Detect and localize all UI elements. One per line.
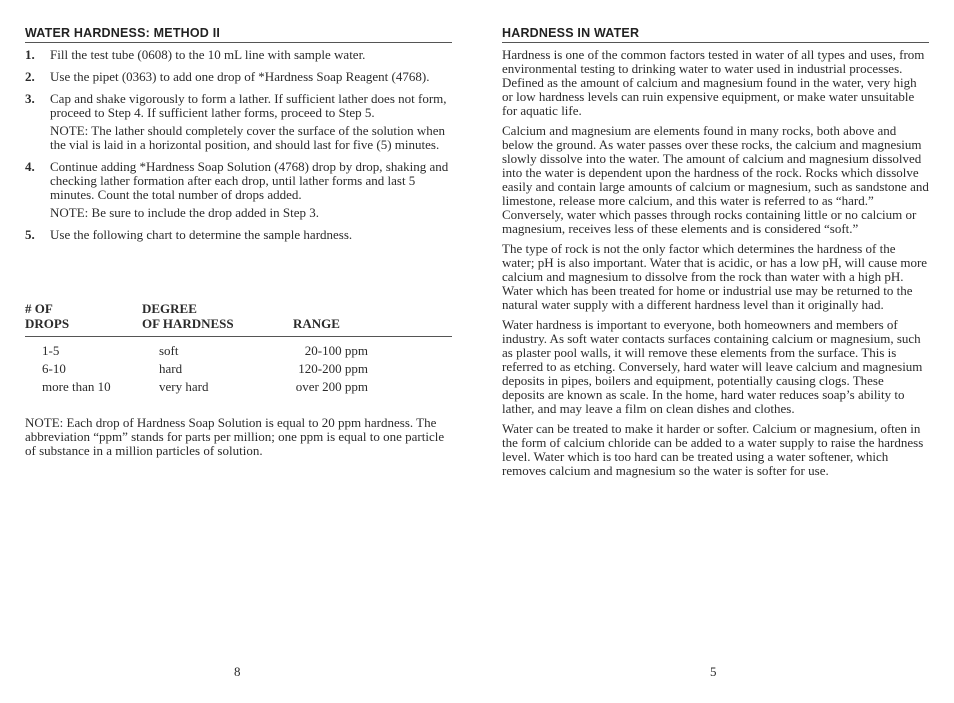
article-body (502, 48, 929, 484)
paragraph-1: Hardness is one of the common factors tested in water of all types and uses, from environmental testing to drinking water to water used in industrial processes. Defined as the amount of calcium and magnesium found in the water, very high or low hardness levels can ruin expensive equipment, or make water unsuitable for aquatic life. (502, 47, 925, 118)
step-text: Use the pipet (0363) to add one drop of *Hardness Soap Reagent (4768). (50, 69, 430, 84)
cell-range: 20-100 ppm (304, 343, 368, 358)
left-page (25, 0, 452, 703)
right-heading: HARDNESS IN WATER (502, 26, 929, 43)
cell-degree: soft (159, 343, 179, 358)
step-1 (25, 48, 452, 62)
step-2 (25, 70, 452, 84)
page-number-right: 5 (710, 664, 717, 679)
table-row (25, 380, 452, 396)
header-drops-line1: # OF (25, 301, 53, 316)
cell-drops: more than 10 (42, 379, 111, 394)
step-3 (25, 92, 452, 152)
header-range: RANGE (293, 316, 340, 331)
table-row (25, 362, 452, 378)
header-degree-line2: OF HARDNESS (142, 316, 234, 331)
cell-range: 120-200 ppm (298, 361, 368, 376)
table-header (25, 302, 452, 337)
step-number: 1. (25, 47, 35, 62)
right-page (502, 0, 929, 703)
step-number: 2. (25, 69, 35, 84)
left-heading: WATER HARDNESS: METHOD II (25, 26, 452, 43)
step-4 (25, 160, 452, 220)
ppm-note: NOTE: Each drop of Hardness Soap Solution is equal to 20 ppm hardness. The abbreviation “ppm” stands for parts per million; one ppm is equal to one particle of substance in a million particles of solution. (25, 415, 445, 458)
cell-drops: 1-5 (42, 343, 60, 358)
paragraph-3: The type of rock is not the only factor which determines the hardness of the water; pH is also important. Water that is acidic, or has a low pH, will cause more calcium and magnesium to dissolve from the rock than water with a high pH. Water which has been treated for home or industrial use may be returned to the natural water supply with a different hardness level than it originally had. (502, 241, 928, 312)
step-number: 3. (25, 91, 35, 106)
cell-drops: 6-10 (42, 361, 66, 376)
step-5 (25, 228, 452, 242)
step-number: 4. (25, 159, 35, 174)
paragraph-2: Calcium and magnesium are elements found in many rocks, both above and below the ground. As water passes over these rocks, the calcium and magnesium slowly dissolve into the water. The amount of calcium and magnesium dissolved into the water is dependent upon the hardness of the rock. Rocks which dissolve easily and contain large amounts of calcium or magnesium, such as sandstone and limestone, release more calcium, and this water is referred to as “hard.” Conversely, water which passes through rocks containing little or no calcium or magnesium, receives less of these elements and is considered “soft.” (502, 123, 929, 236)
step-number: 5. (25, 227, 35, 242)
cell-range: over 200 ppm (295, 379, 368, 394)
step-note: NOTE: The lather should completely cover the surface of the solution when the vial is laid in a horizontal position, and should last for five (5) minutes. (50, 123, 446, 152)
step-note: NOTE: Be sure to include the drop added in Step 3. (50, 205, 319, 220)
step-text: Fill the test tube (0608) to the 10 mL line with sample water. (50, 47, 366, 62)
page-number-left: 8 (234, 664, 241, 679)
table-row (25, 344, 452, 360)
paragraph-5: Water can be treated to make it harder or softer. Calcium or magnesium, often in the form of calcium chloride can be added to a water supply to raise the hardness level. Water which is too hard can be treated using a water softener, which removes calcium and magnesium so the water is softer for use. (502, 421, 924, 478)
step-text: Use the following chart to determine the sample hardness. (50, 227, 353, 242)
cell-degree: very hard (159, 379, 209, 394)
step-text: Cap and shake vigorously to form a lather. If sufficient lather does not form, proceed to Step 4. If sufficient lather forms, proceed to Step 5. (50, 91, 447, 120)
header-degree-line1: DEGREE (142, 301, 197, 316)
paragraph-4: Water hardness is important to everyone, both homeowners and members of industry. As soft water contacts surfaces containing calcium or magnesium, such as plaster pool walls, it will remove these elements from the surface. This is referred to as etching. Conversely, hard water will leave calcium and magnesium deposits in pipes, boilers and equipment, potentially causing clogs. These deposits are known as scale. In the home, hard water reduces soap’s ability to lather, and may leave a film on clean dishes and clothes. (502, 317, 923, 416)
step-text: Continue adding *Hardness Soap Solution (4768) drop by drop, shaking and checking lather formation after each drop, until lather forms and last 5 minutes. Count the total number of drops added. (50, 159, 449, 202)
steps-list (25, 48, 452, 250)
cell-degree: hard (159, 361, 183, 376)
header-drops-line2: DROPS (25, 316, 70, 331)
